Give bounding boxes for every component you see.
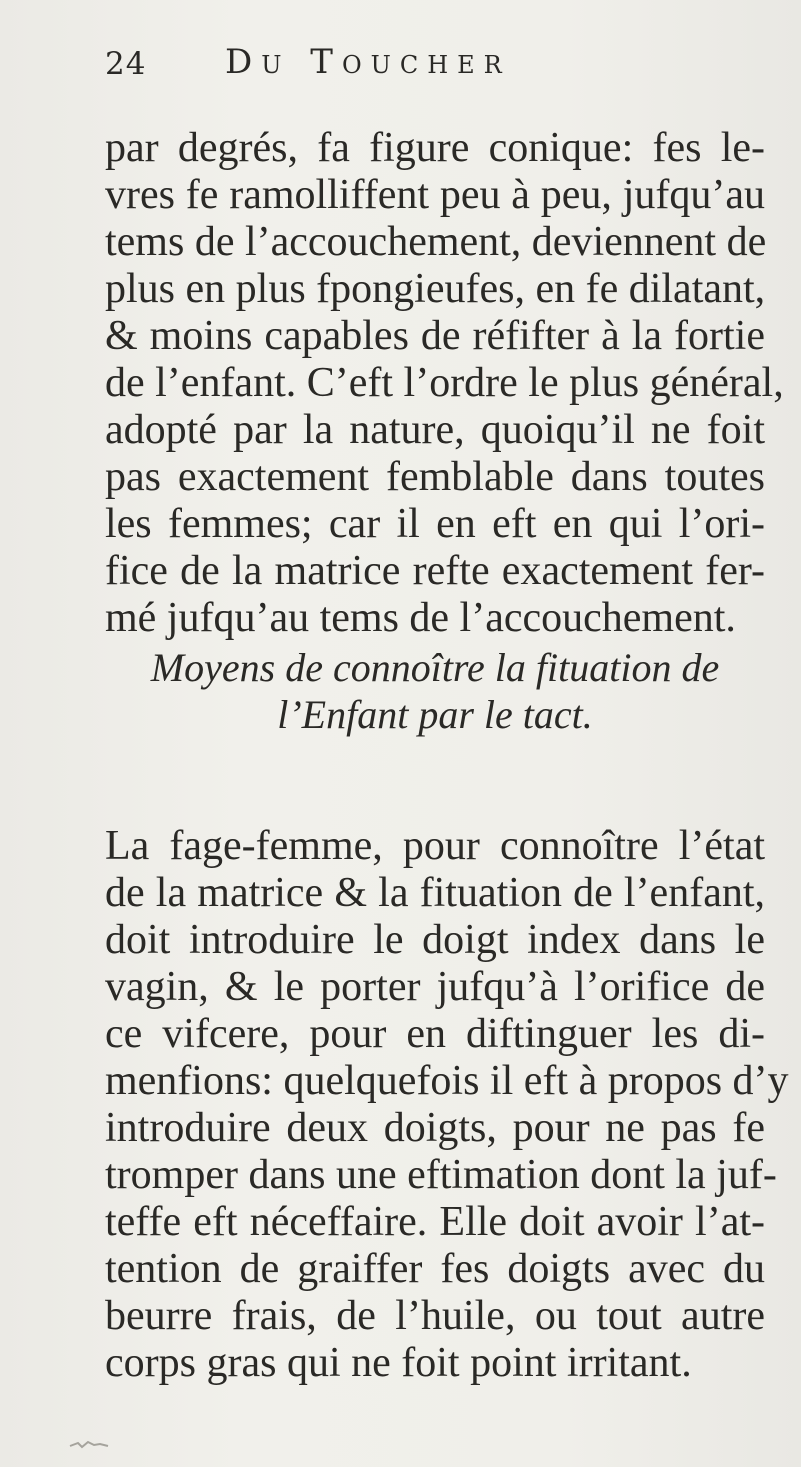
text-line: les femmes; car il en eft en qui l’ori- (105, 501, 765, 547)
text-line: tems de l’accouchement, deviennent de (105, 219, 767, 265)
ink-smudge-mark (68, 1438, 114, 1450)
text-line: teffe eft néceffaire. Elle doit avoir l’at- (105, 1199, 765, 1245)
text-line: pas exactement femblable dans toutes (105, 454, 765, 500)
text-line: & moins capables de réfifter à la fortie (105, 313, 765, 359)
running-head: Du Toucher (225, 42, 511, 82)
text-line: ce vifcere, pour en diftinguer les di- (105, 1011, 765, 1057)
heading-line: Moyens de connoître la fituation de (150, 645, 720, 690)
paragraph-1 (105, 125, 784, 642)
page-number: 24 (105, 46, 147, 82)
text-line: corps gras qui ne foit point irritant. (105, 1340, 692, 1386)
heading-line: l’Enfant par le tact. (277, 692, 593, 737)
text-line: par degrés, fa figure conique: fes le- (105, 125, 765, 171)
text-line: fice de la matrice refte exactement fer- (105, 548, 765, 594)
text-line: mé jufqu’au tems de l’accouchement. (105, 595, 736, 641)
text-line: La fage-femme, pour connoître l’état (105, 823, 765, 869)
text-line: menfions: quelquefois il eft à propos d’y (105, 1058, 789, 1104)
text-line: de la matrice & la fituation de l’enfant, (105, 870, 765, 916)
text-line: plus en plus fpongieufes, en fe dilatant, (105, 266, 766, 312)
text-line: introduire deux doigts, pour ne pas fe (105, 1105, 765, 1151)
text-line: tention de graiffer fes doigts avec du (105, 1246, 765, 1292)
text-line: vres fe ramolliffent peu à peu, jufqu’au (105, 172, 765, 218)
text-line: vagin, & le porter jufqu’à l’orifice de (105, 964, 765, 1010)
text-line: de l’enfant. C’eft l’ordre le plus général, (105, 360, 784, 406)
section-heading (105, 644, 765, 738)
text-line: adopté par la nature, quoiqu’il ne foit (105, 407, 765, 453)
text-line: tromper dans une eftimation dont la juf- (105, 1152, 777, 1198)
text-line: beurre frais, de l’huile, ou tout autre (105, 1293, 765, 1339)
page-header (105, 40, 705, 90)
paragraph-2 (105, 823, 789, 1387)
text-line: doit introduire le doigt index dans le (105, 917, 765, 963)
